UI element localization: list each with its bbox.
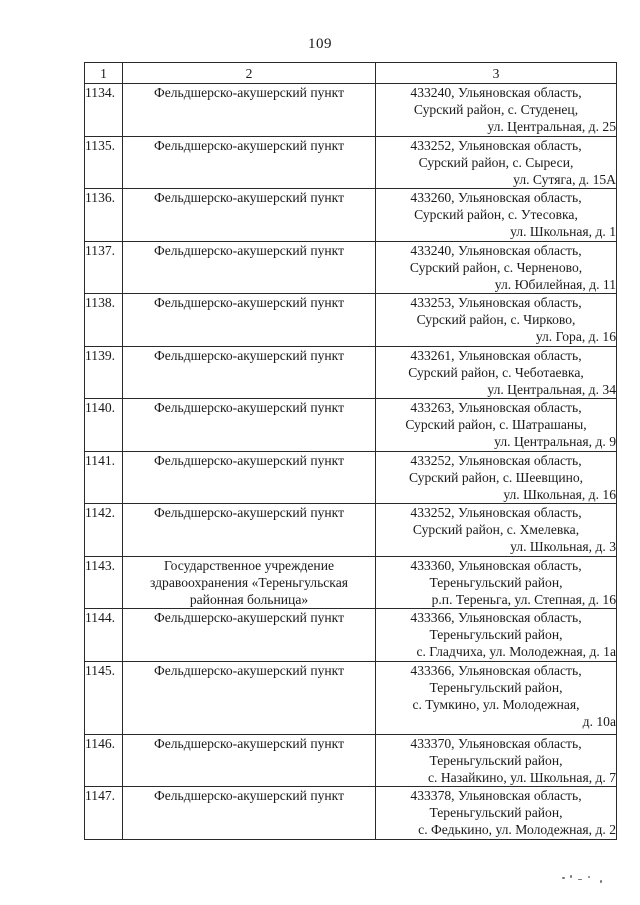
address-line: 433253, Ульяновская область,: [410, 295, 582, 310]
address-cell: [376, 294, 617, 347]
address-line: с. Тумкино, ул. Молодежная,: [412, 696, 580, 712]
header-row: [85, 63, 617, 84]
table-row: [85, 84, 617, 137]
institution-name: Фельдшерско-акушерский пункт: [123, 241, 376, 294]
address-line: с. Назайкино, ул. Школьная, д. 7: [428, 769, 616, 785]
address-line: Тереньгульский район,: [429, 805, 563, 820]
row-number: 1140.: [85, 399, 123, 452]
institution-name: Фельдшерско-акушерский пункт: [123, 136, 376, 189]
table-row: [85, 136, 617, 189]
scan-artifact: [560, 871, 610, 885]
row-number: 1135.: [85, 136, 123, 189]
address-line: 433263, Ульяновская область,: [410, 400, 582, 415]
address-line: ул. Сутяга, д. 15А: [513, 171, 616, 187]
table-row: [85, 787, 617, 840]
address-line: ул. Гора, д. 16: [535, 329, 616, 344]
address-cell: [376, 787, 617, 840]
row-number: 1143.: [85, 556, 123, 609]
address-line: 433378, Ульяновская область,: [410, 788, 582, 803]
address-line: Сурский район, с. Хмелевка,: [412, 522, 580, 537]
address-line: Сурский район, с. Шатрашаны,: [405, 417, 587, 432]
institution-name: Фельдшерско-акушерский пункт: [123, 294, 376, 347]
registry-table: [84, 62, 617, 840]
institution-name: Фельдшерско-акушерский пункт: [123, 504, 376, 557]
institution-name: Фельдшерско-акушерский пункт: [123, 189, 376, 242]
page-number: 109: [308, 36, 332, 52]
row-number: 1144.: [85, 609, 123, 662]
table-header: [85, 63, 617, 84]
address-cell: [376, 189, 617, 242]
address-line: Сурский район, с. Утесовка,: [414, 207, 578, 222]
address-line: д. 10а: [582, 713, 616, 729]
address-line: ул. Центральная, д. 34: [487, 381, 616, 397]
address-line: ул. Центральная, д. 9: [494, 434, 616, 449]
address-line: Сурский район, с. Шеевщино,: [408, 469, 584, 485]
address-line: Тереньгульский район,: [429, 627, 563, 642]
column-header-number: 1: [85, 63, 123, 84]
address-line: 433260, Ульяновская область,: [410, 190, 582, 205]
address-line: Сурский район, с. Студенец,: [413, 102, 579, 117]
address-line: 433252, Ульяновская область,: [410, 137, 582, 153]
table-row: [85, 399, 617, 452]
table-row: [85, 241, 617, 294]
row-number: 1137.: [85, 241, 123, 294]
row-number: 1136.: [85, 189, 123, 242]
address-cell: [376, 734, 617, 787]
address-line: с. Гладчиха, ул. Молодежная, д. 1а: [416, 644, 616, 659]
address-line: 433366, Ульяновская область,: [410, 662, 582, 678]
address-line: 433370, Ульяновская область,: [410, 735, 582, 751]
table-row: [85, 189, 617, 242]
address-line: ул. Школьная, д. 16: [503, 486, 616, 502]
address-line: р.п. Тереньга, ул. Степная, д. 16: [431, 591, 616, 607]
table-row: [85, 294, 617, 347]
address-line: 433366, Ульяновская область,: [410, 610, 582, 625]
table-row: [85, 661, 617, 734]
address-line: 433261, Ульяновская область,: [410, 347, 582, 363]
address-cell: [376, 609, 617, 662]
address-line: 433360, Ульяновская область,: [410, 557, 582, 573]
address-line: Сурский район, с. Чирково,: [416, 312, 576, 327]
table-row: [85, 609, 617, 662]
table-row: [85, 504, 617, 557]
row-number: 1145.: [85, 661, 123, 734]
row-number: 1141.: [85, 451, 123, 504]
table-row: [85, 556, 617, 609]
institution-name: Фельдшерско-акушерский пункт: [123, 661, 376, 734]
table-row: [85, 451, 617, 504]
table-row: [85, 346, 617, 399]
row-number: 1138.: [85, 294, 123, 347]
address-line: Сурский район, с. Чеботаевка,: [408, 364, 584, 380]
institution-name: Фельдшерско-акушерский пункт: [123, 346, 376, 399]
address-cell: [376, 661, 617, 734]
address-line: 433252, Ульяновская область,: [410, 505, 582, 520]
row-number: 1134.: [85, 84, 123, 137]
address-cell: [376, 346, 617, 399]
address-line: Сурский район, с. Черненово,: [409, 259, 583, 275]
table-body: [85, 84, 617, 840]
address-line: 433252, Ульяновская область,: [410, 452, 582, 468]
institution-name: Государственное учреждение здравоохранения «Тереньгульская районная больница»: [123, 556, 376, 609]
address-line: ул. Юбилейная, д. 11: [494, 276, 616, 292]
row-number: 1146.: [85, 734, 123, 787]
column-header-name: 2: [123, 63, 376, 84]
address-line: с. Федькино, ул. Молодежная, д. 2: [418, 822, 616, 837]
row-number: 1142.: [85, 504, 123, 557]
address-cell: [376, 504, 617, 557]
address-line: ул. Центральная, д. 25: [487, 119, 616, 134]
address-line: ул. Школьная, д. 1: [510, 224, 616, 239]
institution-name: Фельдшерско-акушерский пункт: [123, 787, 376, 840]
address-line: Тереньгульский район,: [429, 574, 563, 590]
address-line: Тереньгульский район,: [429, 679, 563, 695]
column-header-address: 3: [376, 63, 617, 84]
institution-name: Фельдшерско-акушерский пункт: [123, 84, 376, 137]
address-cell: [376, 241, 617, 294]
address-cell: [376, 84, 617, 137]
row-number: 1139.: [85, 346, 123, 399]
row-number: 1147.: [85, 787, 123, 840]
institution-name: Фельдшерско-акушерский пункт: [123, 609, 376, 662]
institution-name: Фельдшерско-акушерский пункт: [123, 451, 376, 504]
address-cell: [376, 451, 617, 504]
address-line: 433240, Ульяновская область,: [410, 242, 582, 258]
institution-name: Фельдшерско-акушерский пункт: [123, 399, 376, 452]
address-line: Сурский район, с. Сыреси,: [418, 154, 574, 170]
table-row: [85, 734, 617, 787]
address-cell: [376, 556, 617, 609]
address-line: Тереньгульский район,: [429, 752, 563, 768]
institution-name: Фельдшерско-акушерский пункт: [123, 734, 376, 787]
address-cell: [376, 136, 617, 189]
address-line: 433240, Ульяновская область,: [410, 85, 582, 100]
address-cell: [376, 399, 617, 452]
address-line: ул. Школьная, д. 3: [510, 539, 616, 554]
